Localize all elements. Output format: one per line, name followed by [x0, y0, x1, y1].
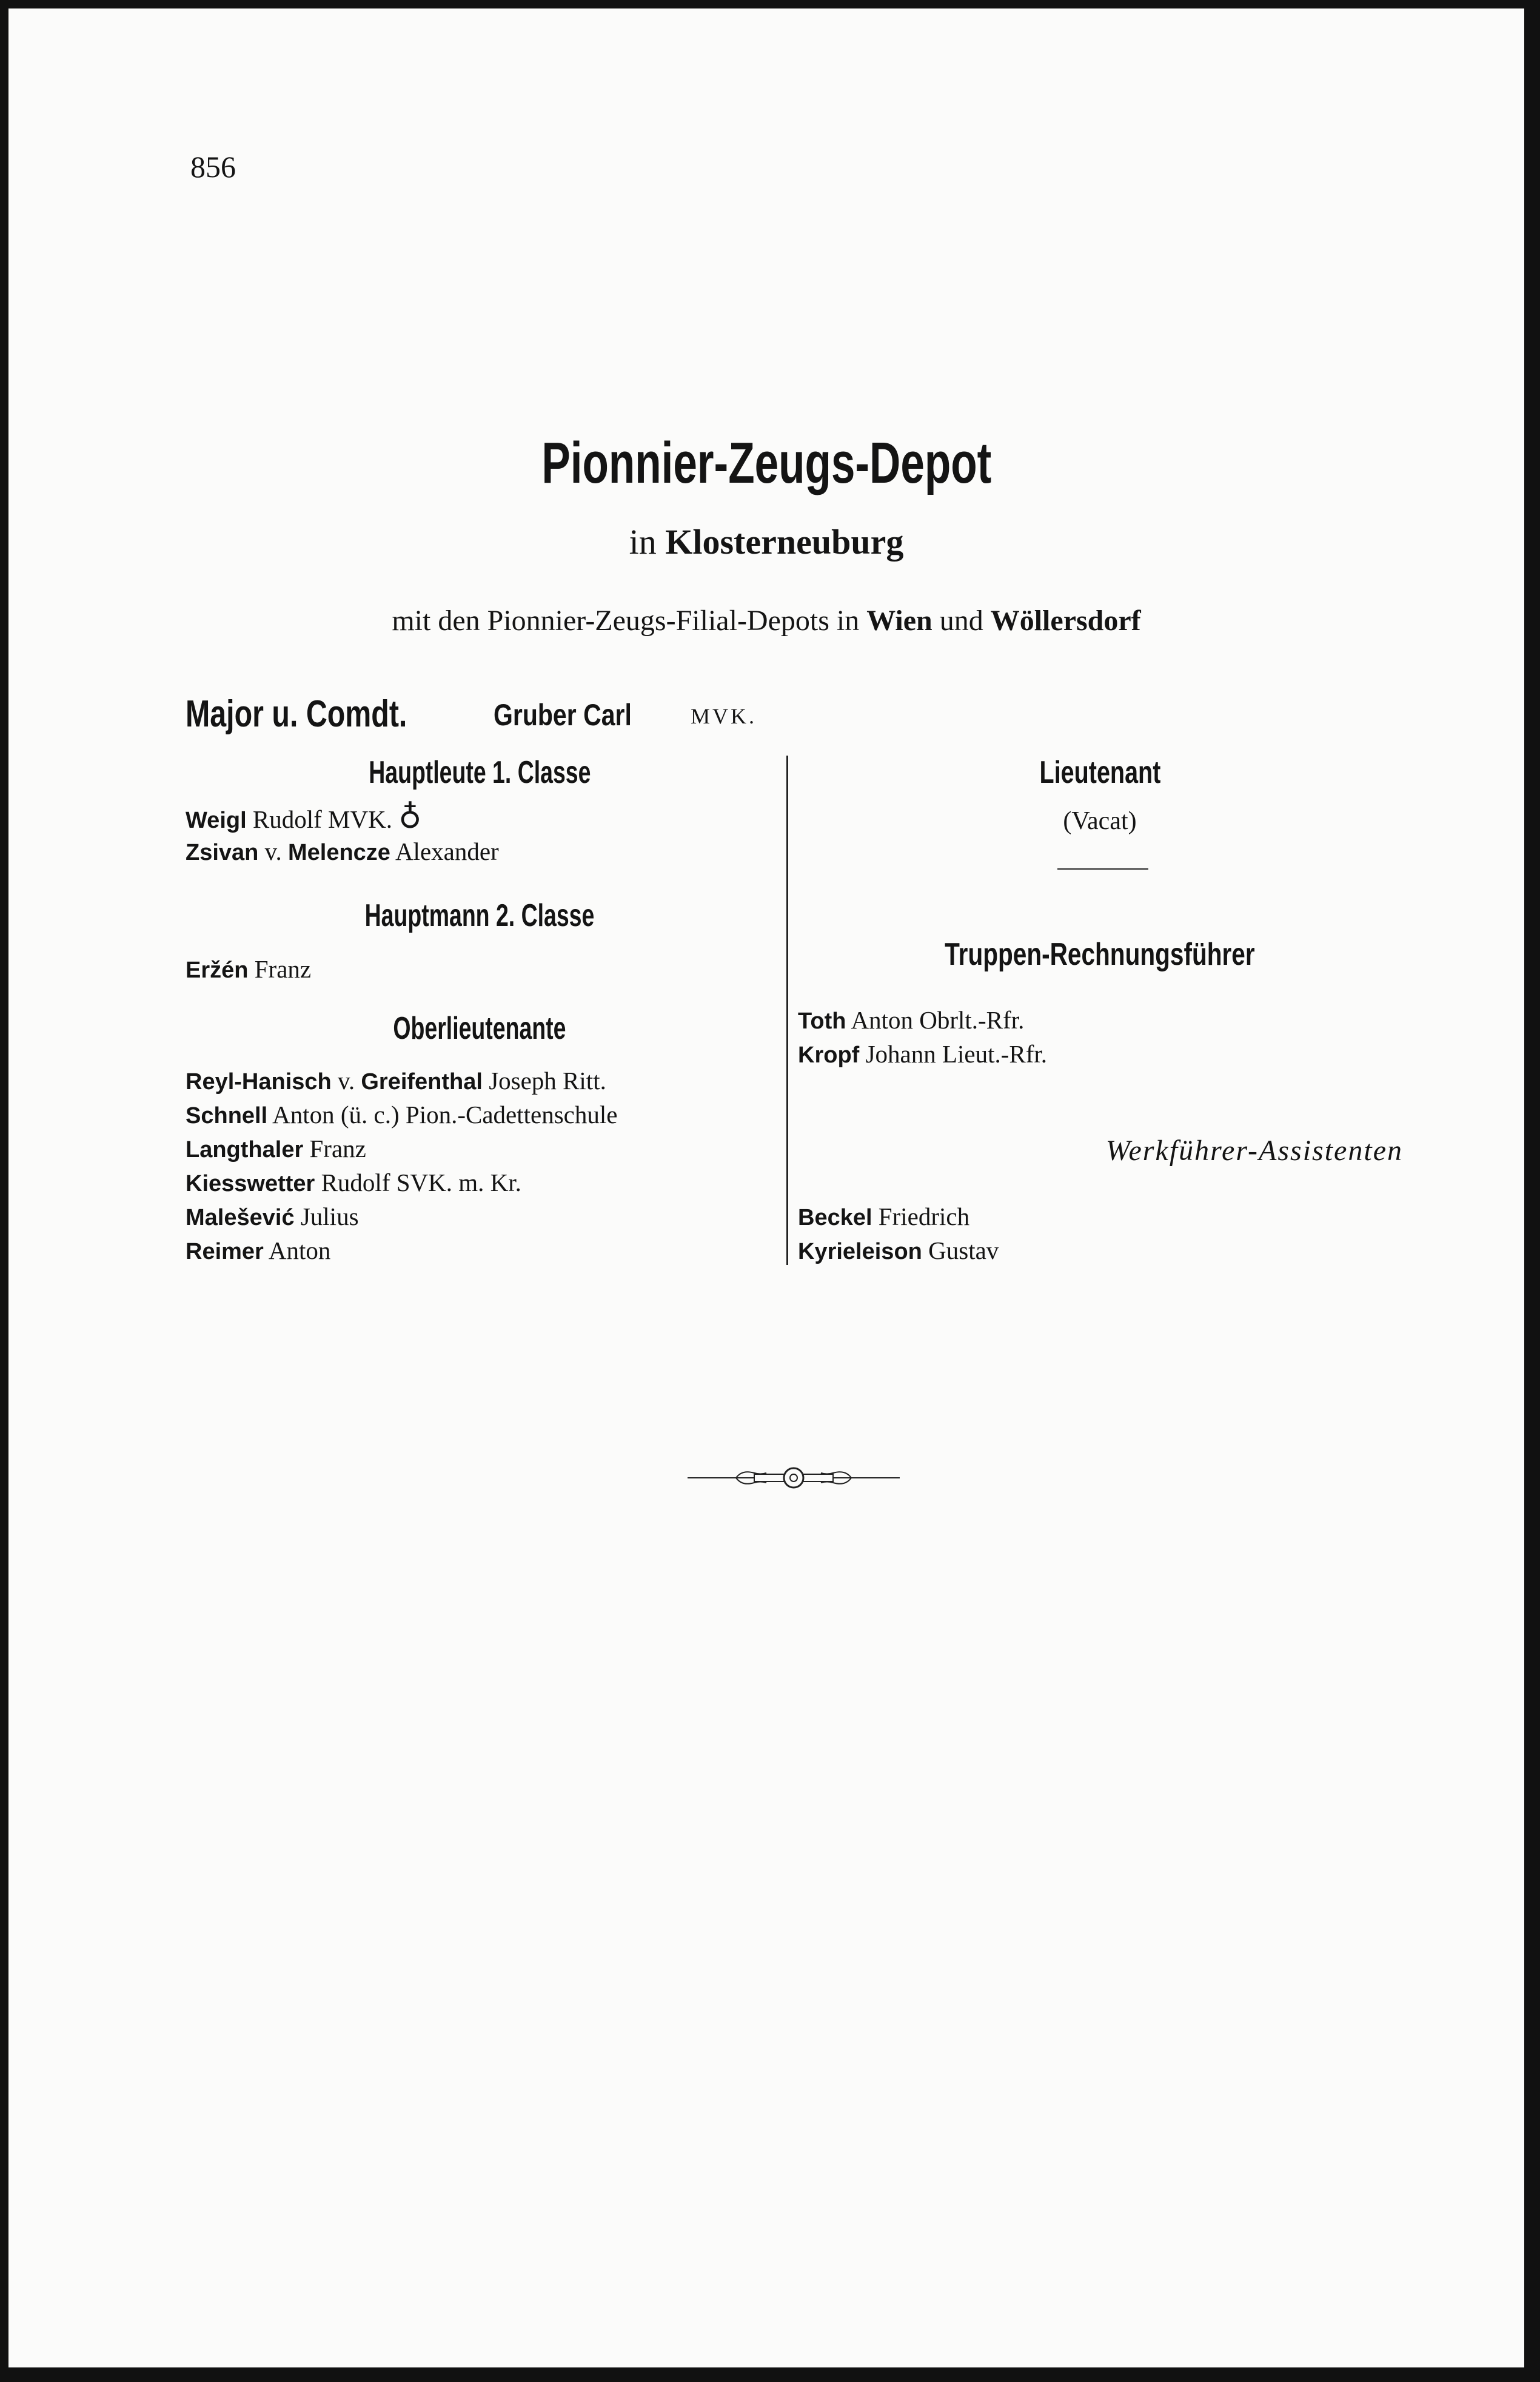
list-item: [798, 1003, 1024, 1038]
right-heading-1-row: [797, 754, 1403, 791]
entry-name: Zsivan: [186, 840, 259, 865]
entry-rest: v.: [264, 837, 282, 865]
list-item: [186, 800, 421, 837]
right-heading-3: Werkführer-Assistenten: [1105, 1135, 1403, 1167]
vacat-note: (Vacat): [1063, 807, 1137, 835]
section-divider: [1057, 868, 1148, 870]
list-item: [186, 952, 311, 987]
entry-rest: Julius: [300, 1203, 359, 1230]
entry-name: Eržén: [186, 958, 249, 983]
commander-name: Gruber Carl: [494, 698, 632, 732]
commander-name-row: [494, 697, 662, 733]
entry-rest: Rudolf MVK.: [252, 805, 392, 833]
list-item: [186, 1132, 366, 1167]
subline-und: und: [939, 605, 983, 637]
entry-rest: Friedrich: [878, 1203, 970, 1230]
entry-name: Kropf: [798, 1042, 860, 1068]
list-item: [798, 1037, 1047, 1072]
list-item: [186, 1199, 359, 1235]
left-heading-1: Hauptleute 1. Classe: [368, 755, 591, 790]
entry-name: Reimer: [186, 1239, 264, 1264]
document-page: [8, 8, 1524, 2367]
left-heading-3-row: [186, 1010, 774, 1047]
subline-place2: Wöllersdorf: [990, 605, 1141, 637]
entry-rest2: Alexander: [395, 837, 499, 865]
right-heading-2-row: [797, 936, 1403, 973]
list-item: [186, 1233, 330, 1269]
entry-rest: Johann Lieut.-Rfr.: [865, 1040, 1048, 1068]
entry-name: Kyrieleison: [798, 1239, 922, 1264]
subtitle: [8, 522, 1524, 562]
subline-place1: Wien: [866, 605, 932, 637]
list-item: [186, 1064, 606, 1099]
list-item: [186, 1098, 617, 1133]
right-heading-1: Lieutenant: [1039, 755, 1160, 790]
column-divider: [786, 756, 788, 1265]
left-heading-3: Oberlieutenante: [393, 1011, 566, 1046]
list-item: [798, 1199, 969, 1235]
right-heading-2: Truppen-Rechnungsführer: [945, 937, 1255, 972]
page-title: Pionnier-Zeugs-Depot: [541, 431, 991, 495]
entry-name: Kiesswetter: [186, 1171, 315, 1196]
entry-name: Langthaler: [186, 1137, 304, 1162]
ornament-divider: [688, 1463, 900, 1493]
entry-name: Malešević: [186, 1205, 295, 1230]
commander-row: [186, 693, 469, 736]
entry-name: Reyl-Hanisch: [186, 1069, 332, 1095]
entry-rest: Rudolf SVK. m. Kr.: [321, 1169, 521, 1196]
entry-rest: Franz: [254, 955, 312, 983]
subtitle-prefix: in: [629, 522, 657, 562]
entry-rest2: Joseph Ritt.: [489, 1067, 606, 1095]
decoration-symbol: ♁: [398, 799, 422, 836]
entry-name: Beckel: [798, 1205, 872, 1230]
entry-name: Weigl: [186, 808, 247, 833]
list-item: [798, 1233, 999, 1269]
left-heading-2-row: [186, 897, 774, 934]
commander-rank: Major u. Comdt.: [186, 693, 407, 735]
title-row: [8, 427, 1524, 500]
entry-rest: Anton Obrlt.-Rfr.: [851, 1006, 1025, 1034]
entry-name2: Greifenthal: [361, 1069, 483, 1095]
subline-text: mit den Pionnier-Zeugs-Filial-Depots in: [392, 605, 860, 637]
entry-rest: Gustav: [928, 1236, 999, 1264]
commander-decoration: MVK.: [691, 704, 757, 728]
entry-rest: v.: [338, 1067, 355, 1095]
subline: [8, 604, 1524, 637]
left-heading-2: Hauptmann 2. Classe: [364, 898, 595, 933]
entry-rest: Franz: [309, 1135, 366, 1162]
entry-name: Schnell: [186, 1103, 268, 1129]
left-heading-1-row: [186, 754, 774, 791]
subtitle-place: Klosterneuburg: [665, 522, 904, 562]
list-item: [186, 834, 499, 870]
entry-name2: Melencze: [287, 840, 390, 865]
entry-rest: Anton (ü. c.) Pion.-Cadettenschule: [272, 1101, 618, 1129]
entry-rest: Anton: [268, 1236, 331, 1264]
list-item: [186, 1166, 521, 1201]
page-number: 856: [190, 150, 236, 184]
entry-name: Toth: [798, 1008, 846, 1034]
